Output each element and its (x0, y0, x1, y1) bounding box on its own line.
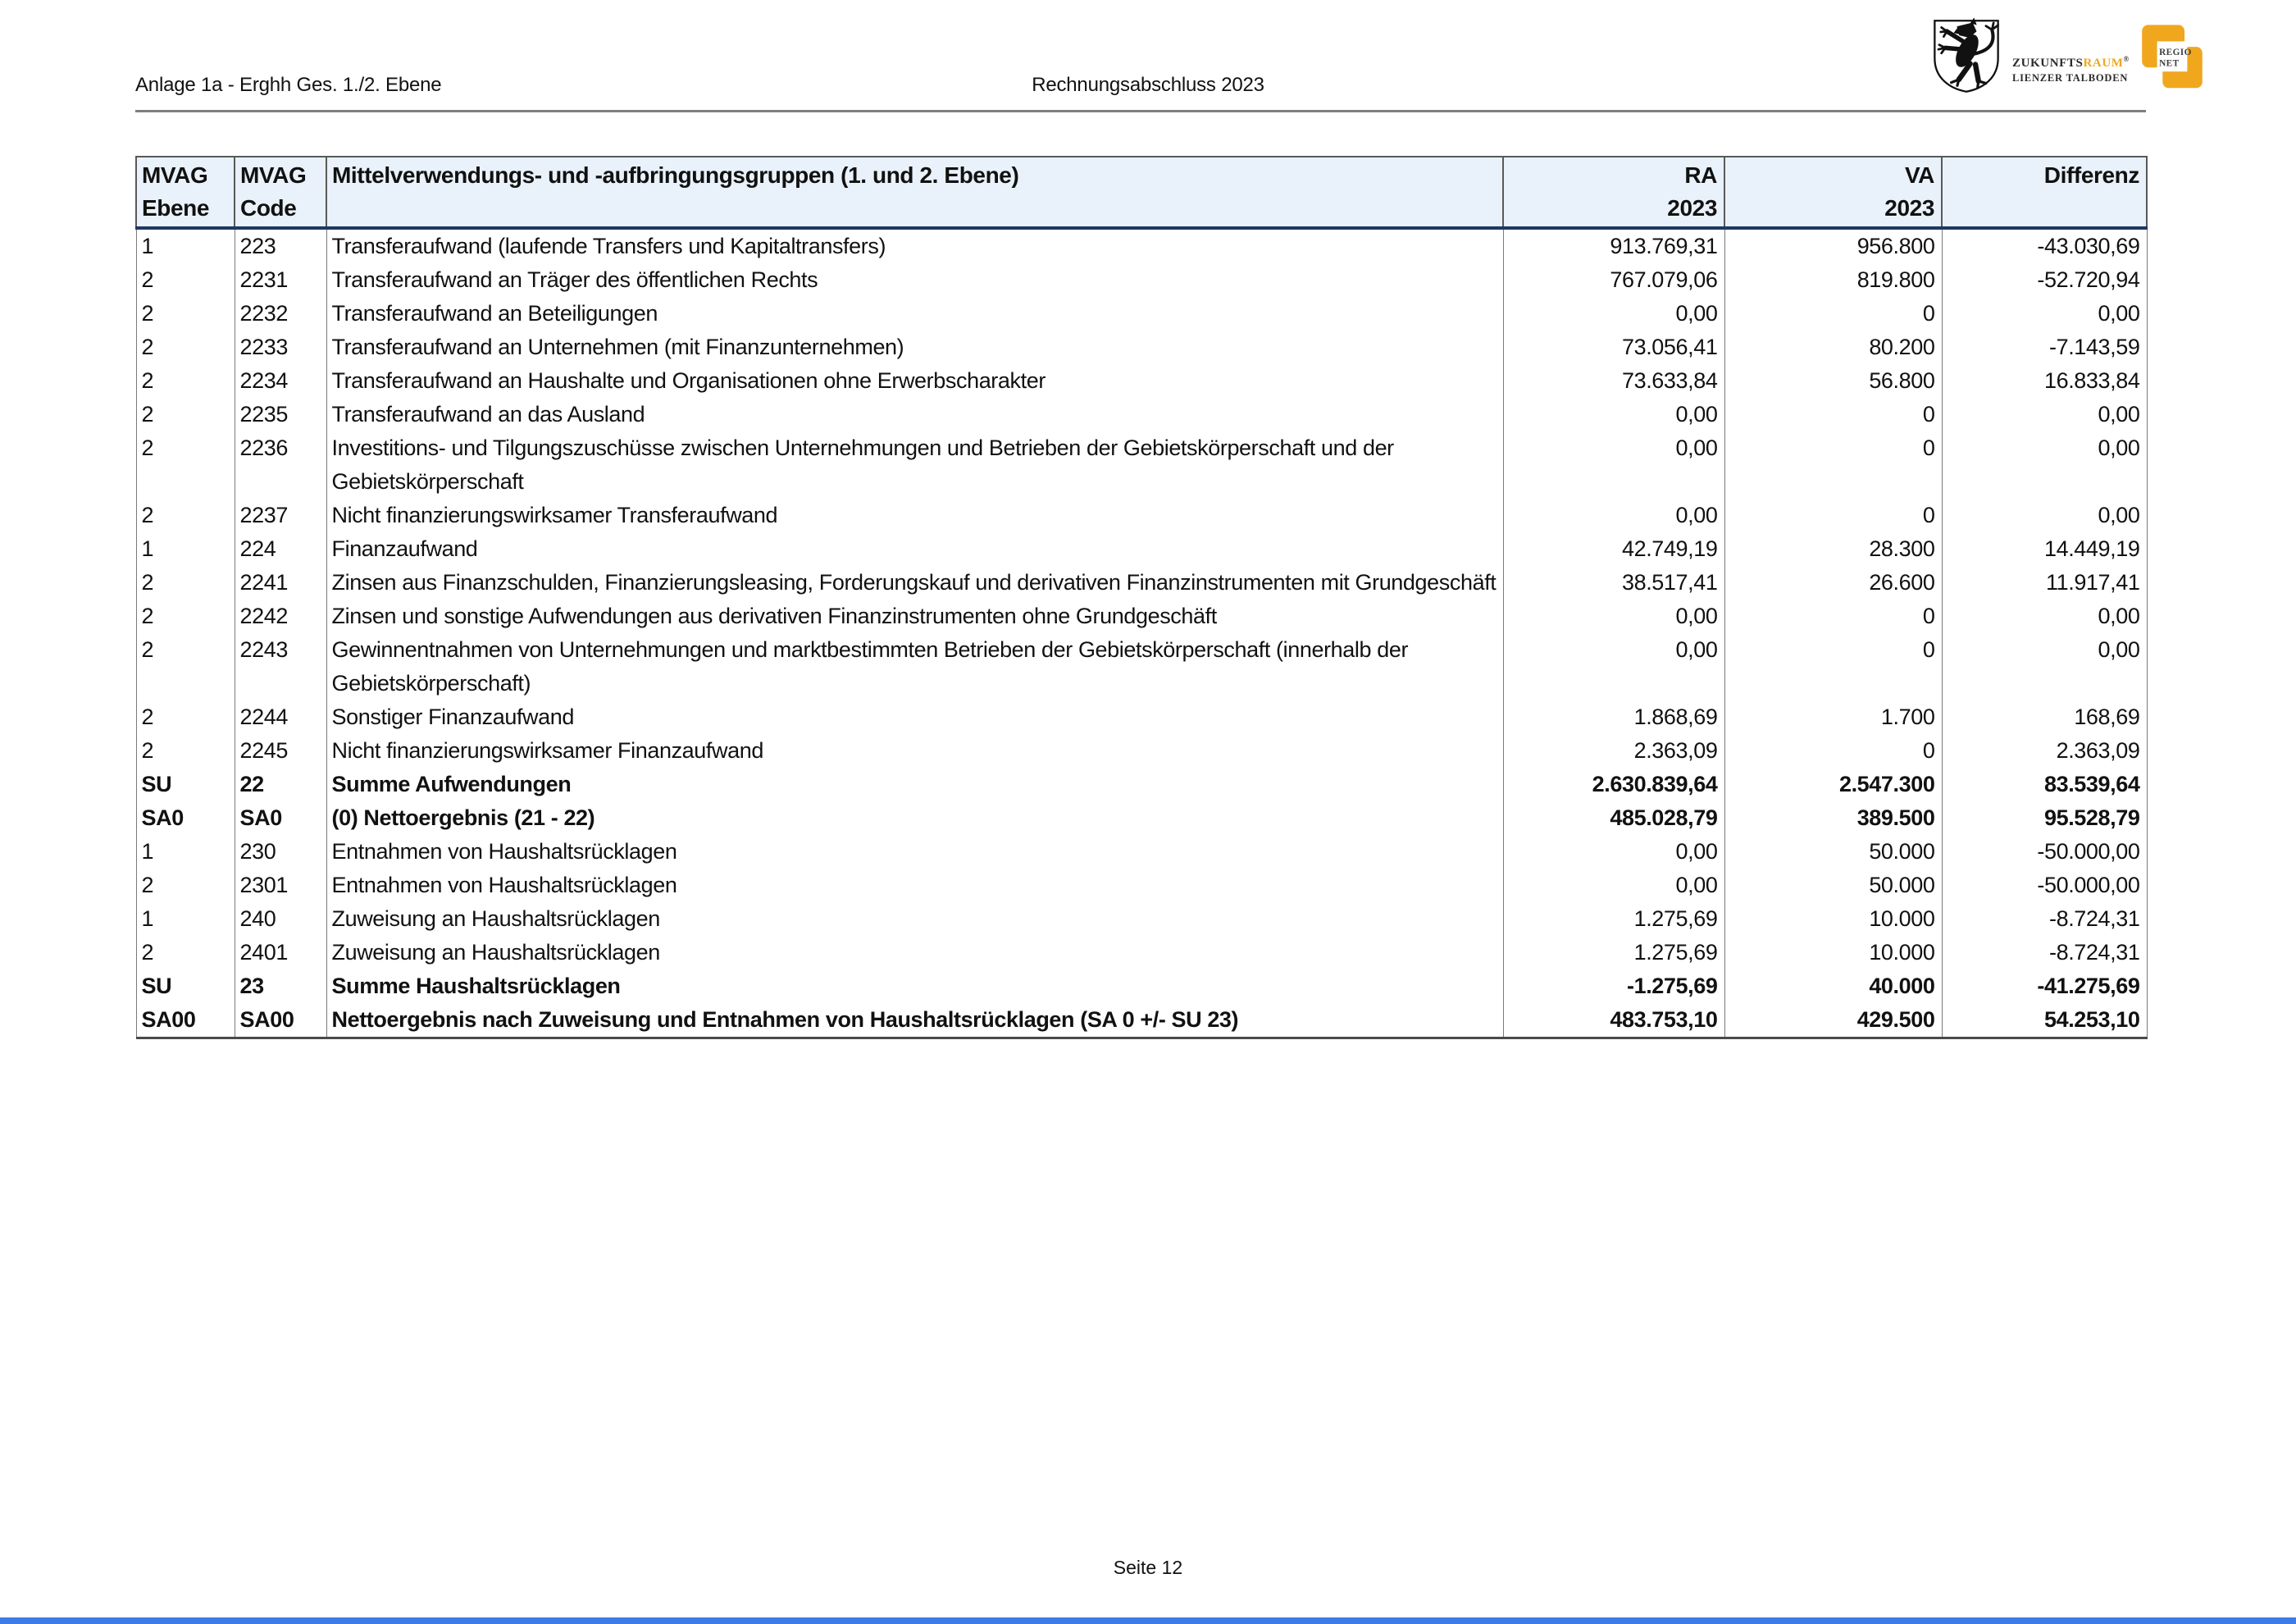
cell-diff: 2.363,09 (1942, 734, 2147, 768)
cell-ra: 0,00 (1503, 835, 1724, 869)
cell-va: 956.800 (1724, 228, 1942, 263)
cell-diff: 0,00 (1942, 398, 2147, 431)
cell-label: Transferaufwand an das Ausland (326, 398, 1503, 431)
cell-va: 40.000 (1724, 969, 1942, 1003)
cell-label: Investitions- und Tilgungszuschüsse zwischen Unternehmungen und Betrieben der Gebietskörperschaft und der Gebietskörperschaft (326, 431, 1503, 499)
col-header-mvag-ebene: MVAG Ebene (136, 157, 235, 228)
cell-ebene: SA00 (136, 1003, 235, 1038)
cell-code: 2233 (235, 331, 326, 364)
cell-ebene: 2 (136, 331, 235, 364)
document-title: Rechnungsabschluss 2023 (1032, 74, 1264, 96)
cell-code: 2231 (235, 263, 326, 297)
cell-ra: 0,00 (1503, 431, 1724, 499)
cell-va: 26.600 (1724, 566, 1942, 600)
cell-ebene: 1 (136, 902, 235, 936)
cell-diff: -7.143,59 (1942, 331, 2147, 364)
cell-va: 80.200 (1724, 331, 1942, 364)
cell-va: 389.500 (1724, 801, 1942, 835)
cell-label: Summe Aufwendungen (326, 768, 1503, 801)
cell-ra: 38.517,41 (1503, 566, 1724, 600)
cell-diff: -50.000,00 (1942, 835, 2147, 869)
cell-code: 2234 (235, 364, 326, 398)
cell-ra: 485.028,79 (1503, 801, 1724, 835)
cell-code: 223 (235, 228, 326, 263)
col-header-differenz: Differenz (1942, 157, 2147, 228)
cell-ra: 2.363,09 (1503, 734, 1724, 768)
cell-diff: -41.275,69 (1942, 969, 2147, 1003)
table-header (136, 157, 2147, 228)
cell-code: 2241 (235, 566, 326, 600)
bottom-edge-bar (0, 1617, 2296, 1624)
cell-ra: 0,00 (1503, 297, 1724, 331)
cell-code: 2243 (235, 633, 326, 700)
cell-diff: -43.030,69 (1942, 228, 2147, 263)
cell-diff: 0,00 (1942, 297, 2147, 331)
cell-code: SA00 (235, 1003, 326, 1038)
cell-ra: 483.753,10 (1503, 1003, 1724, 1038)
cell-diff: 83.539,64 (1942, 768, 2147, 801)
cell-label: Transferaufwand (laufende Transfers und Kapitaltransfers) (326, 228, 1503, 263)
cell-va: 56.800 (1724, 364, 1942, 398)
cell-label: Transferaufwand an Beteiligungen (326, 297, 1503, 331)
cell-label: Transferaufwand an Unternehmen (mit Finanzunternehmen) (326, 331, 1503, 364)
cell-ra: 767.079,06 (1503, 263, 1724, 297)
table-row (136, 700, 2147, 734)
cell-label: Zinsen und sonstige Aufwendungen aus derivativen Finanzinstrumenten ohne Grundgeschäft (326, 600, 1503, 633)
cell-ebene: SA0 (136, 801, 235, 835)
cell-diff: 168,69 (1942, 700, 2147, 734)
coat-of-arms-lion-icon (1929, 16, 2004, 96)
brand-subtitle: LIENZER TALBODEN (2012, 72, 2129, 84)
table-row (136, 1003, 2147, 1038)
cell-label: Zuweisung an Haushaltsrücklagen (326, 902, 1503, 936)
table-row (136, 331, 2147, 364)
table-row (136, 835, 2147, 869)
cell-ra: 0,00 (1503, 398, 1724, 431)
cell-ra: 1.275,69 (1503, 936, 1724, 969)
cell-ebene: 1 (136, 532, 235, 566)
cell-label: Summe Haushaltsrücklagen (326, 969, 1503, 1003)
cell-ebene: 2 (136, 263, 235, 297)
cell-code: 2237 (235, 499, 326, 532)
table-row (136, 600, 2147, 633)
cell-ebene: 2 (136, 431, 235, 499)
cell-ebene: 2 (136, 398, 235, 431)
table-row (136, 566, 2147, 600)
cell-va: 2.547.300 (1724, 768, 1942, 801)
col-header-mvag-code: MVAG Code (235, 157, 326, 228)
cell-code: 240 (235, 902, 326, 936)
svg-text:NET: NET (2158, 58, 2180, 69)
cell-va: 0 (1724, 431, 1942, 499)
cell-va: 0 (1724, 398, 1942, 431)
cell-va: 0 (1724, 734, 1942, 768)
table-row (136, 431, 2147, 499)
cell-diff: 0,00 (1942, 633, 2147, 700)
cell-va: 0 (1724, 297, 1942, 331)
table-row (136, 969, 2147, 1003)
cell-ebene: 2 (136, 936, 235, 969)
col-header-ra-2023: RA 2023 (1503, 157, 1724, 228)
cell-ra: 0,00 (1503, 499, 1724, 532)
cell-code: 2245 (235, 734, 326, 768)
table-row (136, 936, 2147, 969)
cell-label: Entnahmen von Haushaltsrücklagen (326, 869, 1503, 902)
cell-code: 224 (235, 532, 326, 566)
cell-label: Nettoergebnis nach Zuweisung und Entnahmen von Haushaltsrücklagen (SA 0 +/- SU 23) (326, 1003, 1503, 1038)
cell-ra: 913.769,31 (1503, 228, 1724, 263)
cell-label: Transferaufwand an Haushalte und Organisationen ohne Erwerbscharakter (326, 364, 1503, 398)
cell-ebene: 1 (136, 228, 235, 263)
cell-va: 50.000 (1724, 869, 1942, 902)
cell-ra: 73.633,84 (1503, 364, 1724, 398)
zukunftsraum-wordmark (2012, 21, 2130, 91)
cell-diff: -52.720,94 (1942, 263, 2147, 297)
cell-diff: -8.724,31 (1942, 936, 2147, 969)
cell-va: 10.000 (1724, 936, 1942, 969)
cell-ra: 42.749,19 (1503, 532, 1724, 566)
cell-label: Nicht finanzierungswirksamer Finanzaufwand (326, 734, 1503, 768)
cell-ebene: 2 (136, 499, 235, 532)
cell-diff: 11.917,41 (1942, 566, 2147, 600)
cell-va: 819.800 (1724, 263, 1942, 297)
cell-diff: 14.449,19 (1942, 532, 2147, 566)
cell-va: 1.700 (1724, 700, 1942, 734)
cell-diff: -8.724,31 (1942, 902, 2147, 936)
cell-va: 28.300 (1724, 532, 1942, 566)
cell-ebene: 2 (136, 566, 235, 600)
cell-label: Zuweisung an Haushaltsrücklagen (326, 936, 1503, 969)
cell-label: Zinsen aus Finanzschulden, Finanzierungsleasing, Forderungskauf und derivativen Finanzinstrumenten mit Grundgeschäft (326, 566, 1503, 600)
table-row (136, 734, 2147, 768)
cell-label: Nicht finanzierungswirksamer Transferaufwand (326, 499, 1503, 532)
table-row (136, 499, 2147, 532)
col-header-groups: Mittelverwendungs- und -aufbringungsgruppen (1. und 2. Ebene) (326, 157, 1503, 228)
cell-label: Entnahmen von Haushaltsrücklagen (326, 835, 1503, 869)
cell-code: 2232 (235, 297, 326, 331)
cell-ra: -1.275,69 (1503, 969, 1724, 1003)
cell-ebene: SU (136, 969, 235, 1003)
cell-code: 2301 (235, 869, 326, 902)
cell-ra: 2.630.839,64 (1503, 768, 1724, 801)
cell-label: Finanzaufwand (326, 532, 1503, 566)
cell-diff: 95.528,79 (1942, 801, 2147, 835)
cell-ebene: 1 (136, 835, 235, 869)
table-row (136, 228, 2147, 263)
cell-ebene: 2 (136, 364, 235, 398)
table-row (136, 768, 2147, 801)
cell-diff: 0,00 (1942, 600, 2147, 633)
table-row (136, 902, 2147, 936)
cell-ra: 0,00 (1503, 633, 1724, 700)
table-row (136, 869, 2147, 902)
cell-ra: 1.275,69 (1503, 902, 1724, 936)
table-row (136, 297, 2147, 331)
cell-label: (0) Nettoergebnis (21 - 22) (326, 801, 1503, 835)
cell-diff: 0,00 (1942, 431, 2147, 499)
table-row (136, 263, 2147, 297)
cell-va: 0 (1724, 633, 1942, 700)
cell-ra: 0,00 (1503, 869, 1724, 902)
cell-ebene: 2 (136, 633, 235, 700)
cell-code: SA0 (235, 801, 326, 835)
cell-diff: 54.253,10 (1942, 1003, 2147, 1038)
regionet-logo (2138, 18, 2207, 94)
cell-code: 2401 (235, 936, 326, 969)
cell-diff: 0,00 (1942, 499, 2147, 532)
cell-va: 429.500 (1724, 1003, 1942, 1038)
cell-diff: 16.833,84 (1942, 364, 2147, 398)
cell-code: 22 (235, 768, 326, 801)
col-header-va-2023: VA 2023 (1724, 157, 1942, 228)
cell-code: 2244 (235, 700, 326, 734)
cell-va: 10.000 (1724, 902, 1942, 936)
cell-ra: 0,00 (1503, 600, 1724, 633)
cell-ebene: 2 (136, 734, 235, 768)
table-row (136, 398, 2147, 431)
header-divider (135, 110, 2146, 112)
cell-ebene: 2 (136, 600, 235, 633)
cell-label: Transferaufwand an Träger des öffentlichen Rechts (326, 263, 1503, 297)
cell-code: 2236 (235, 431, 326, 499)
cell-code: 2235 (235, 398, 326, 431)
table-row (136, 364, 2147, 398)
logo-cluster (1929, 15, 2207, 97)
brand-name: ZUKUNFTSRAUM® (2012, 55, 2130, 70)
cell-va: 0 (1724, 600, 1942, 633)
cell-label: Gewinnentnahmen von Unternehmungen und marktbestimmten Betrieben der Gebietskörperschaft (innerhalb der Gebietskörperschaft) (326, 633, 1503, 700)
cell-code: 23 (235, 969, 326, 1003)
cell-ra: 1.868,69 (1503, 700, 1724, 734)
cell-ebene: 2 (136, 869, 235, 902)
table-row (136, 801, 2147, 835)
cell-code: 2242 (235, 600, 326, 633)
cell-ebene: 2 (136, 700, 235, 734)
cell-va: 50.000 (1724, 835, 1942, 869)
svg-text:REGIO: REGIO (2158, 48, 2192, 58)
cell-ebene: 2 (136, 297, 235, 331)
cell-code: 230 (235, 835, 326, 869)
page-number: Seite 12 (1113, 1557, 1183, 1578)
cell-label: Sonstiger Finanzaufwand (326, 700, 1503, 734)
table-row (136, 532, 2147, 566)
cell-diff: -50.000,00 (1942, 869, 2147, 902)
cell-ebene: SU (136, 768, 235, 801)
cell-va: 0 (1724, 499, 1942, 532)
table-row (136, 633, 2147, 700)
budget-table (135, 156, 2148, 1039)
document-subtitle: Anlage 1a - Erghh Ges. 1./2. Ebene (135, 74, 442, 96)
table-body (136, 228, 2147, 1038)
cell-ra: 73.056,41 (1503, 331, 1724, 364)
